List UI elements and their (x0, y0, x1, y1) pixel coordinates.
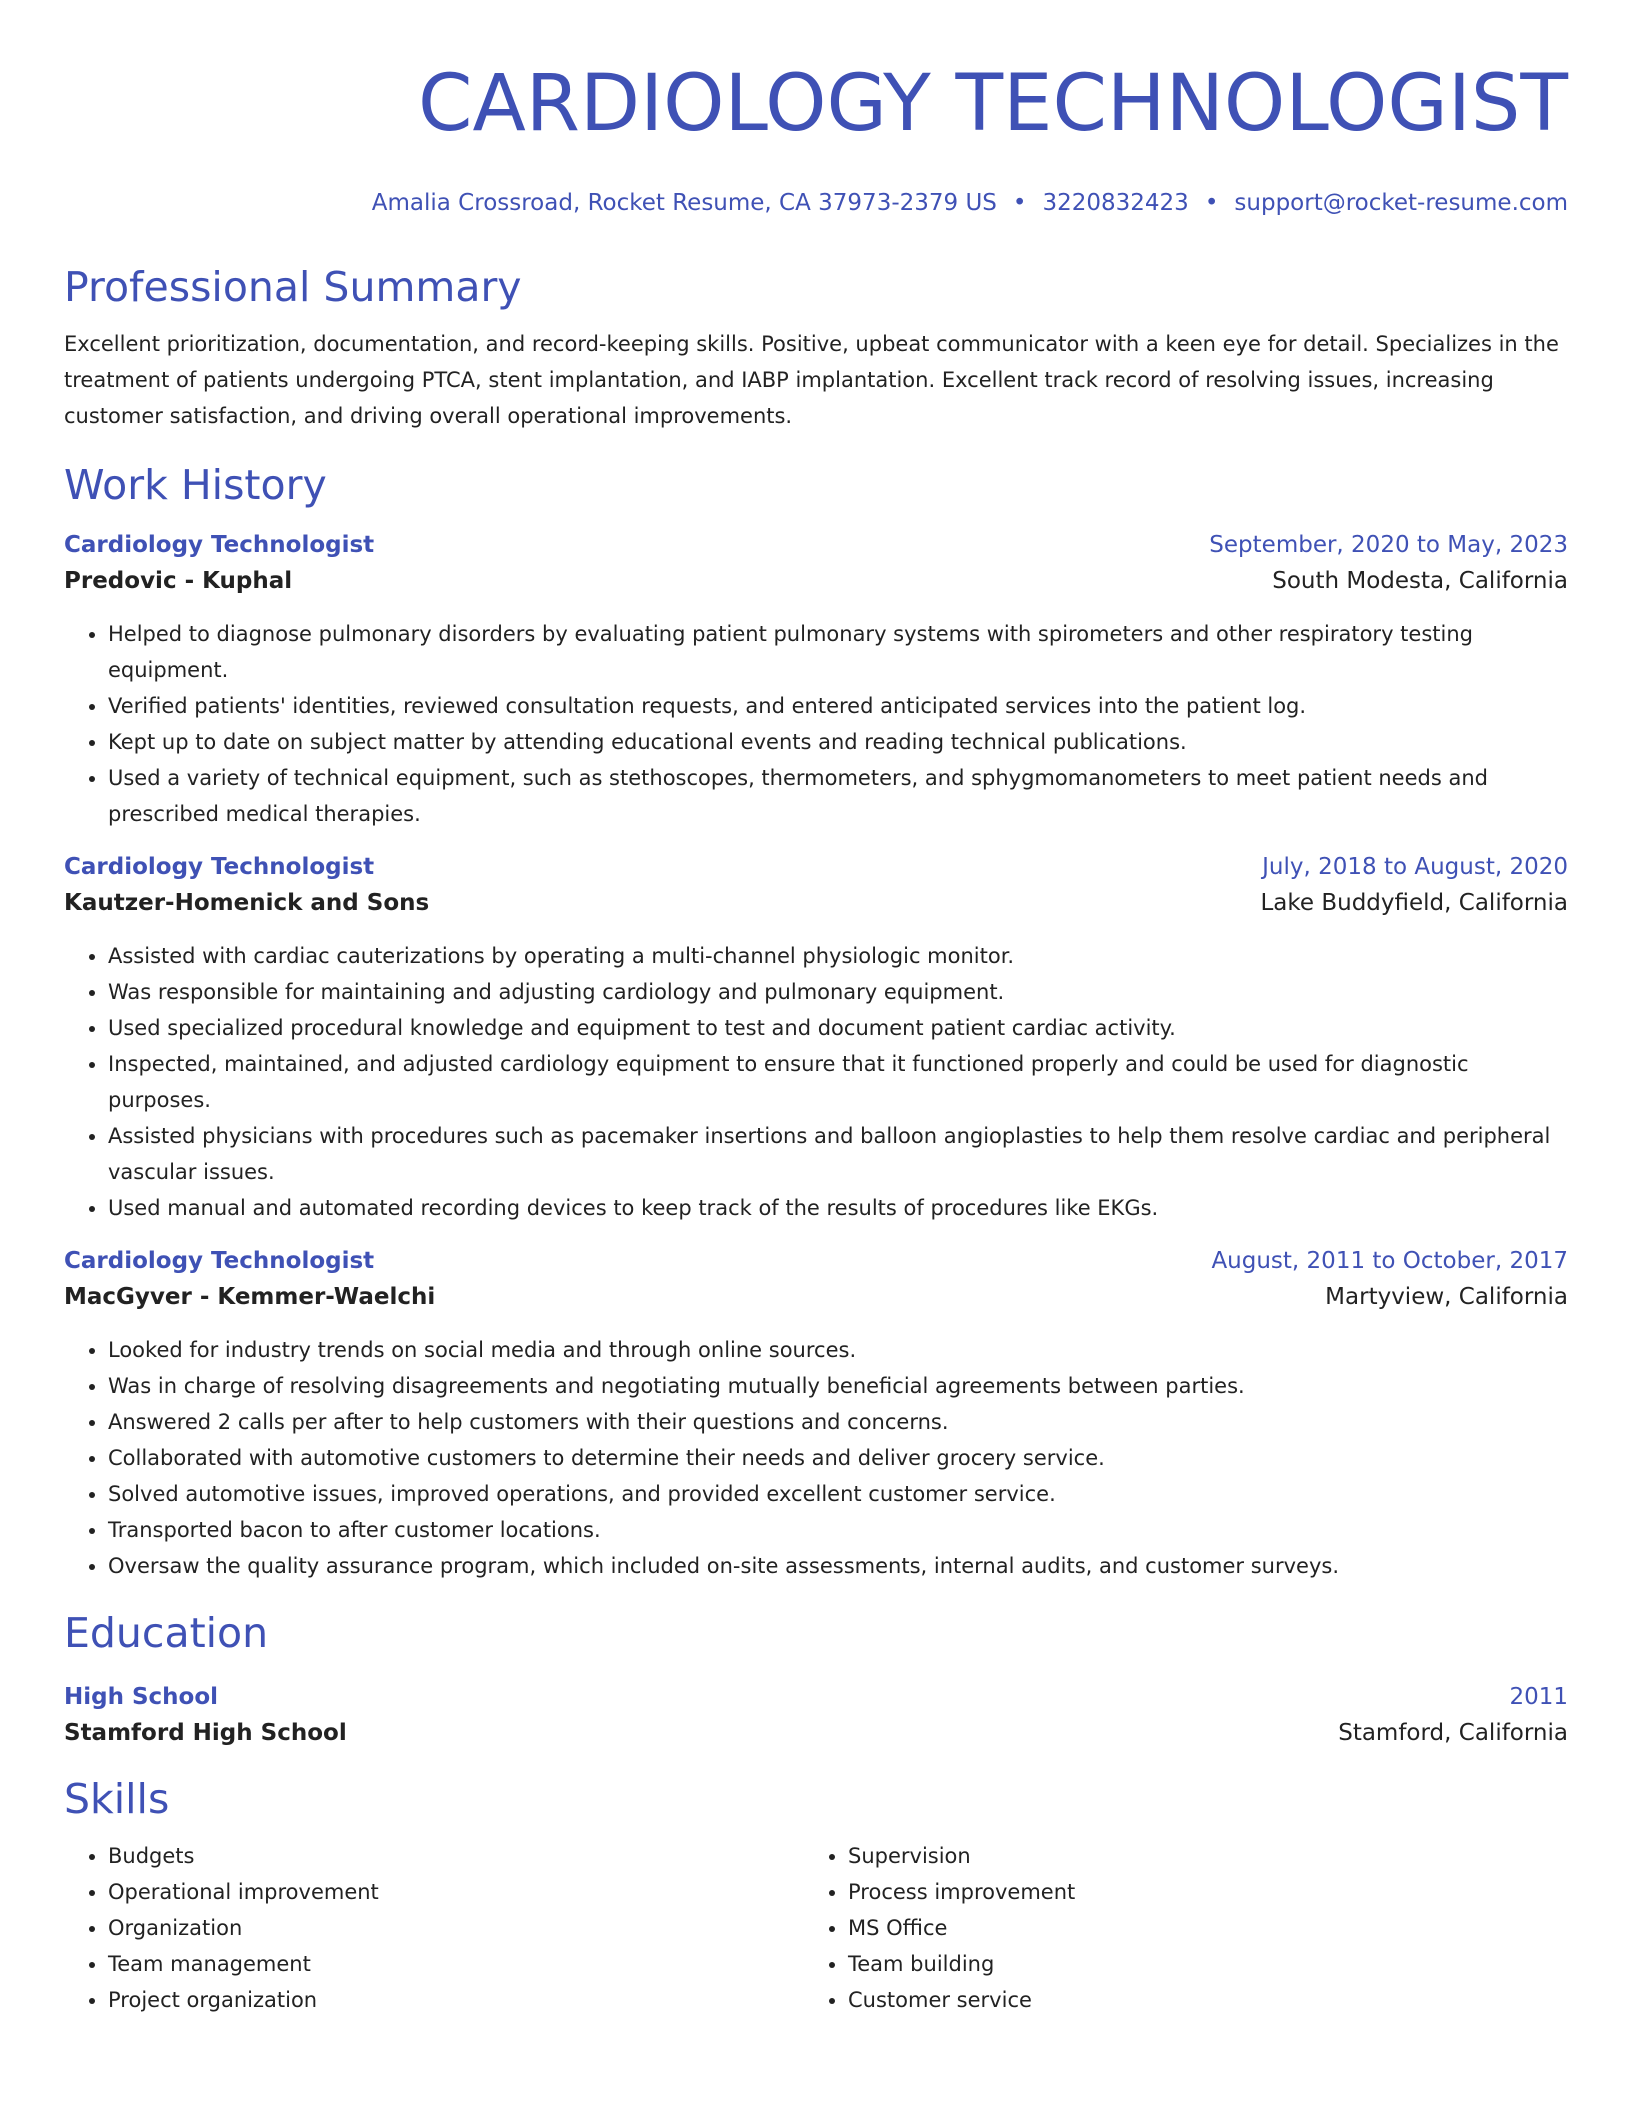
job-company: Predovic - Kuphal (64, 568, 293, 594)
job-bullet-list (64, 1332, 1568, 1584)
job-location: Lake Buddyfield, California (1260, 890, 1568, 916)
contact-email[interactable]: support@rocket-resume.com (1234, 190, 1568, 216)
resume-header (64, 0, 1568, 218)
education-school-row (64, 1714, 1568, 1752)
job-bullet: • Looked for industry trends on social media and through online sources. (108, 1332, 1568, 1368)
job-company-row (64, 884, 1568, 922)
section-title-work-history: Work History (64, 461, 327, 509)
job-bullet: • Transported bacon to after customer locations. (108, 1512, 1568, 1548)
job-bullet: • Collaborated with automotive customers to determine their needs and deliver grocery service. (108, 1440, 1568, 1476)
job-entry (64, 528, 1568, 832)
education-entry (64, 1680, 1568, 1752)
section-title-education: Education (64, 1609, 269, 1657)
job-dates: September, 2020 to May, 2023 (1209, 532, 1568, 558)
job-bullet-list (64, 616, 1568, 832)
job-title: Cardiology Technologist (64, 532, 375, 558)
skill-item: • Customer service (848, 1982, 1544, 2018)
job-bullet: • Was responsible for maintaining and adjusting cardiology and pulmonary equipment. (108, 974, 1568, 1010)
skill-item: • Project organization (108, 1982, 804, 2018)
skill-item: • MS Office (848, 1910, 1544, 1946)
job-header-row (64, 528, 1568, 562)
job-title: Cardiology Technologist (64, 1248, 375, 1274)
skill-item: • Supervision (848, 1838, 1544, 1874)
contact-line (64, 188, 1568, 218)
summary-text: Excellent prioritization, documentation, and record-keeping skills. Positive, upbeat communicator with a keen eye for detail. Specializes in the treatment of patients undergoing PTCA, stent implantation, and IABP implantation. Excellent track record of resolving issues, increasing customer satisfaction, and driving overall operational improvements. (64, 332, 1559, 428)
job-location: Martyview, California (1325, 1284, 1568, 1310)
job-header-row (64, 1244, 1568, 1278)
job-bullet: • Assisted physicians with procedures such as pacemaker insertions and balloon angioplasties to help them resolve cardiac and peripheral vascular issues. (108, 1118, 1568, 1190)
skills-column-right (804, 1838, 1544, 2018)
job-dates: August, 2011 to October, 2017 (1211, 1248, 1568, 1274)
job-dates: July, 2018 to August, 2020 (1262, 854, 1568, 880)
contact-address: Amalia Crossroad, Rocket Resume, CA 37973-2379 US (371, 190, 997, 216)
education-header-row (64, 1680, 1568, 1714)
job-header-row (64, 850, 1568, 884)
job-bullet: • Used specialized procedural knowledge and equipment to test and document patient cardiac activity. (108, 1010, 1568, 1046)
job-bullet: • Verified patients' identities, reviewed consultation requests, and entered anticipated services into the patient log. (108, 688, 1568, 724)
skill-item: • Operational improvement (108, 1874, 804, 1910)
job-company-row (64, 562, 1568, 600)
skill-item: • Budgets (108, 1838, 804, 1874)
job-bullet: • Used manual and automated recording devices to keep track of the results of procedures like EKGs. (108, 1190, 1568, 1226)
job-bullet: • Used a variety of technical equipment, such as stethoscopes, thermometers, and sphygmomanometers to meet patient needs and prescribed medical therapies. (108, 760, 1568, 832)
job-bullet: • Assisted with cardiac cauterizations by operating a multi-channel physiologic monitor. (108, 938, 1568, 974)
contact-phone: 3220832423 (1042, 190, 1189, 216)
job-bullet: • Inspected, maintained, and adjusted cardiology equipment to ensure that it functioned properly and could be used for diagnostic purposes. (108, 1046, 1568, 1118)
skill-item: • Team management (108, 1946, 804, 1982)
job-company: MacGyver - Kemmer-Waelchi (64, 1284, 436, 1310)
job-bullet: • Oversaw the quality assurance program, which included on-site assessments, internal audits, and customer surveys. (108, 1548, 1568, 1584)
job-title: Cardiology Technologist (64, 854, 375, 880)
skills-list-right (804, 1838, 1544, 2018)
job-company-row (64, 1278, 1568, 1316)
skills-column-left (64, 1838, 804, 2018)
job-bullet: • Solved automotive issues, improved operations, and provided excellent customer service. (108, 1476, 1568, 1512)
job-list (64, 528, 1568, 1584)
job-bullet-list (64, 938, 1568, 1226)
skill-item: • Team building (848, 1946, 1544, 1982)
candidate-name: CARDIOLOGY TECHNOLOGIST (417, 59, 1568, 149)
job-entry (64, 1244, 1568, 1584)
job-bullet: • Kept up to date on subject matter by attending educational events and reading technical publications. (108, 724, 1568, 760)
skills-grid (64, 1838, 1568, 2018)
education-school: Stamford High School (64, 1720, 347, 1746)
education-year: 2011 (1509, 1684, 1568, 1710)
section-title-summary: Professional Summary (64, 263, 522, 311)
skill-item: • Organization (108, 1910, 804, 1946)
job-bullet: • Answered 2 calls per after to help customers with their questions and concerns. (108, 1404, 1568, 1440)
contact-separator: • (1012, 190, 1027, 216)
skills-list-left (64, 1838, 804, 2018)
job-location: South Modesta, California (1272, 568, 1568, 594)
job-company: Kautzer-Homenick and Sons (64, 890, 430, 916)
section-title-skills: Skills (64, 1775, 170, 1823)
job-bullet: • Helped to diagnose pulmonary disorders by evaluating patient pulmonary systems with spirometers and other respiratory testing equipment. (108, 616, 1568, 688)
education-location: Stamford, California (1338, 1720, 1568, 1746)
contact-separator: • (1204, 190, 1219, 216)
job-bullet: • Was in charge of resolving disagreements and negotiating mutually beneficial agreements between parties. (108, 1368, 1568, 1404)
skill-item: • Process improvement (848, 1874, 1544, 1910)
education-degree: High School (64, 1684, 219, 1710)
job-entry (64, 850, 1568, 1226)
